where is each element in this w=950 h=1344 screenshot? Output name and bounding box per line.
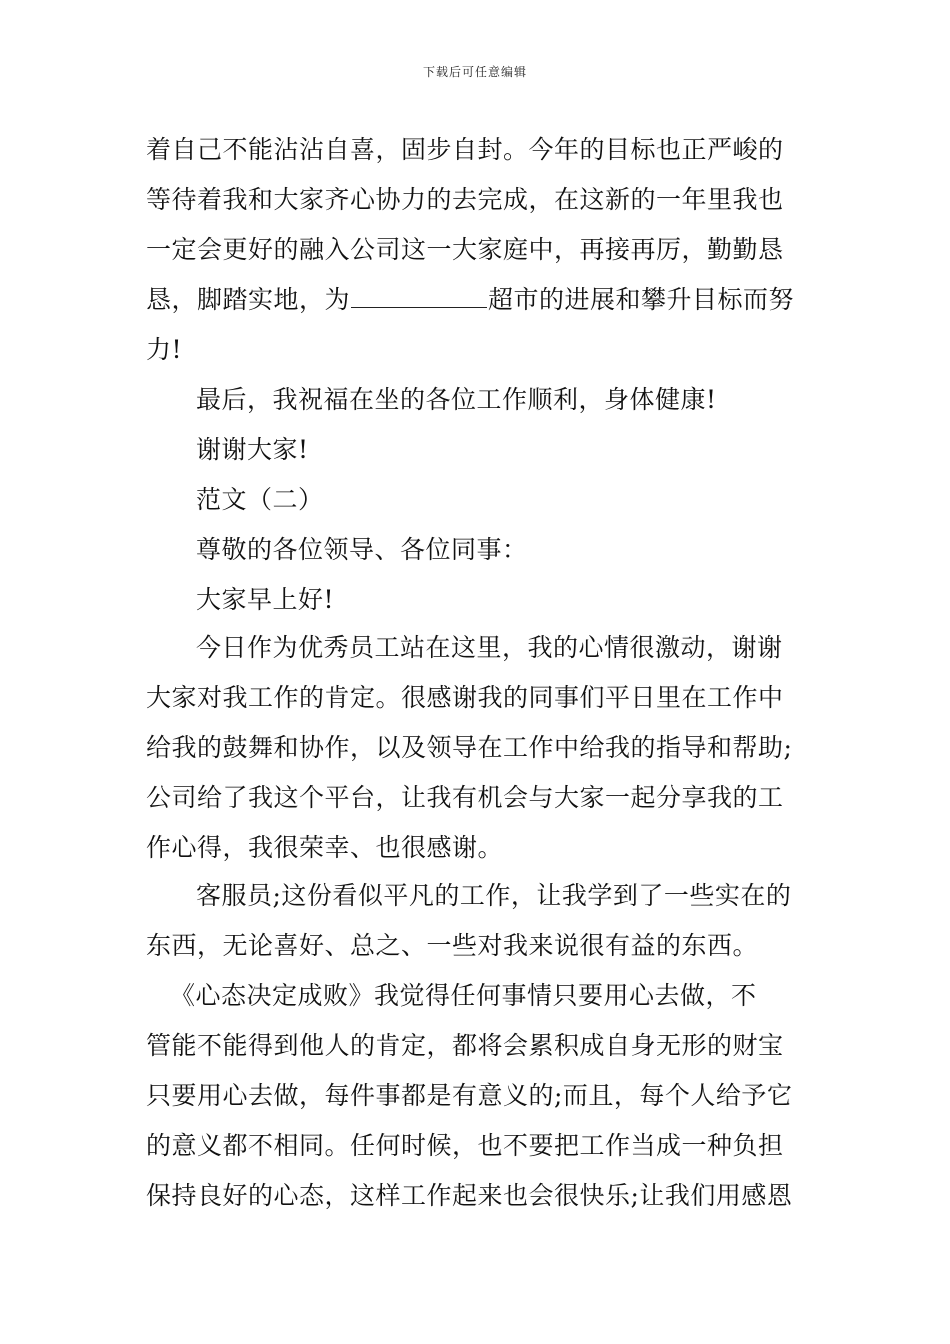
paragraph-line: 公司给了我这个平台，让我有机会与大家一起分享我的工: [146, 783, 784, 812]
paragraph-line: 给我的鼓舞和协作，以及领导在工作中给我的指导和帮助;: [146, 733, 793, 762]
paragraph-text: 超市的进展和攀升目标而努: [488, 285, 795, 314]
paragraph-line: 客服员;这份看似平凡的工作，让我学到了一些实在的: [196, 881, 792, 910]
paragraph-line: 力!: [146, 335, 183, 364]
paragraph-line: 等待着我和大家齐心协力的去完成，在这新的一年里我也: [146, 185, 784, 214]
paragraph-line: 作心得，我很荣幸、也很感谢。: [146, 833, 504, 862]
paragraph-line: 着自己不能沾沾自喜，固步自封。今年的目标也正严峻的: [146, 135, 784, 164]
paragraph-line: 大家对我工作的肯定。很感谢我的同事们平日里在工作中: [146, 683, 784, 712]
salutation: 尊敬的各位领导、各位同事：: [196, 535, 528, 564]
section-title: 范文（二）: [196, 485, 324, 514]
paragraph-line: 一定会更好的融入公司这一大家庭中，再接再厉，勤勤恳: [146, 235, 784, 264]
greeting: 大家早上好!: [196, 585, 335, 614]
paragraph-line: 只要用心去做，每件事都是有意义的;而且，每个人给予它: [146, 1081, 793, 1110]
paragraph-line: 保持良好的心态，这样工作起来也会很快乐;让我们用感恩: [146, 1181, 793, 1210]
page-header-note: 下载后可任意编辑: [422, 65, 527, 79]
paragraph-line: [146, 284, 806, 316]
thanks-line: 谢谢大家!: [196, 435, 309, 464]
paragraph-line: 管能不能得到他人的肯定，都将会累积成自身无形的财宝: [146, 1031, 784, 1060]
fill-in-blank: [351, 285, 487, 308]
paragraph-line: 今日作为优秀员工站在这里，我的心情很激动，谢谢: [196, 633, 783, 662]
paragraph-text: 恳，脚踏实地，为: [146, 285, 351, 314]
paragraph-line: 的意义都不相同。任何时候，也不要把工作当成一种负担: [146, 1131, 784, 1160]
closing-wish: 最后，我祝福在坐的各位工作顺利，身体健康!: [196, 385, 717, 414]
paragraph-line: 东西，无论喜好、总之、一些对我来说很有益的东西。: [146, 931, 759, 960]
paragraph-line: 《心态决定成败》我觉得任何事情只要用心去做，不: [170, 981, 757, 1010]
